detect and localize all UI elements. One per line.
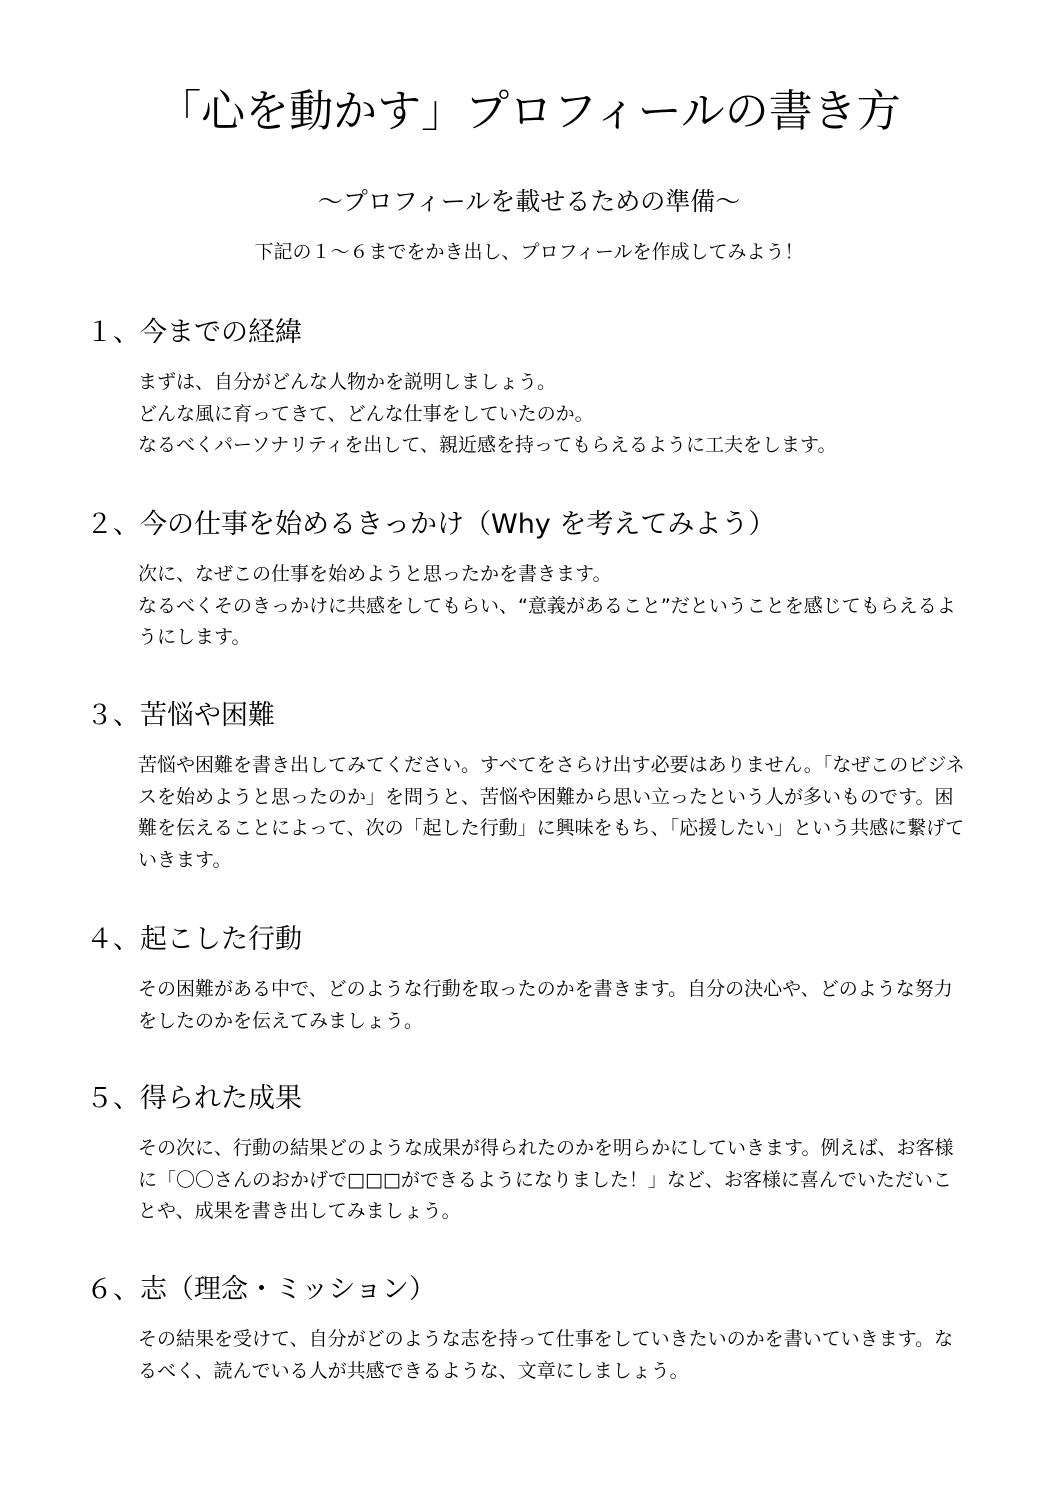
body-line: その結果を受けて、自分がどのような志を持って仕事をしていきたいのかを書いていきます。なるべく、読んでいる人が共感できるような、文章にしましょう。 bbox=[138, 1328, 954, 1382]
section-body bbox=[138, 559, 968, 654]
section-heading: ５、得られた成果 bbox=[86, 1083, 302, 1114]
section-1 bbox=[86, 313, 986, 462]
body-line: その次に、行動の結果どのような成果が得られたのかを明らかにしていきます。例えば、お客様に「〇〇さんのおかげで□□□ができるようになりました！」など、お客様に喜んでいただいことや、成果を書き出してみましょう。 bbox=[138, 1137, 954, 1222]
section-heading: ４、起こした行動 bbox=[86, 924, 302, 955]
body-line: なるべくパーソナリティを出して、親近感を持ってもらえるように工夫をします。 bbox=[138, 434, 837, 456]
section-body bbox=[138, 974, 968, 1037]
section-heading: ３、苦悩や困難 bbox=[86, 700, 275, 731]
intro-text: 下記の１～６までをかき出し、プロフィールを作成してみよう！ bbox=[254, 241, 804, 263]
body-line: その困難がある中で、どのような行動を取ったのかを書きます。自分の決心や、どのような努力をしたのかを伝えてみましょう。 bbox=[138, 978, 953, 1032]
body-line: まずは、自分がどんな人物かを説明しましょう。 bbox=[138, 371, 557, 393]
section-5 bbox=[86, 1079, 986, 1228]
section-3 bbox=[86, 696, 986, 876]
section-body bbox=[138, 1324, 968, 1387]
page-subtitle: ～プロフィールを載せるための準備～ bbox=[317, 187, 741, 216]
section-heading: ２、今の仕事を始めるきっかけ（Why を考えてみよう） bbox=[86, 509, 776, 540]
body-line: 次に、なぜこの仕事を始めようと思ったかを書きます。 bbox=[138, 563, 612, 585]
section-2 bbox=[86, 505, 986, 654]
section-body bbox=[138, 750, 968, 876]
body-line: なるべくそのきっかけに共感をしてもらい、“意義があること”だということを感じてもらえるようにします。 bbox=[138, 594, 956, 648]
section-body bbox=[138, 367, 968, 462]
page-title: 「心を動かす」プロフィールの書き方 bbox=[157, 86, 901, 137]
section-4 bbox=[86, 920, 986, 1037]
body-line: どんな風に育ってきて、どんな仕事をしていたのか。 bbox=[138, 402, 594, 425]
section-heading: １、今までの経緯 bbox=[86, 317, 302, 348]
section-6 bbox=[86, 1270, 986, 1387]
section-heading: ６、志（理念・ミッション） bbox=[86, 1274, 436, 1305]
body-line: 苦悩や困難を書き出してみてください。すべてをさらけ出す必要はありません。「なぜこのビジネスを始めようと思ったのか」を問うと、苦悩や困難から思い立ったという人が多いものです。困難を伝えることによって、次の「起した行動」に興味をもち、「応援したい」という共感に繋げていきます。 bbox=[138, 754, 965, 871]
section-body bbox=[138, 1133, 968, 1228]
